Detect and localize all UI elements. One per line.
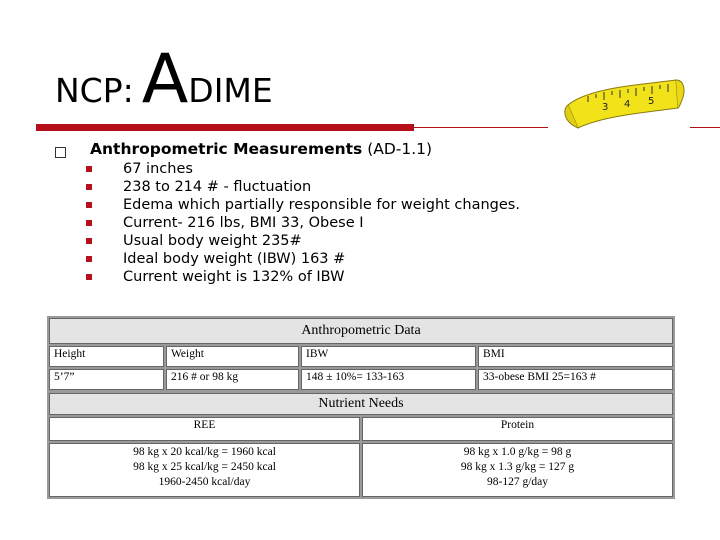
protein-cell <box>362 443 673 497</box>
table-header-row <box>49 417 673 441</box>
ree-line: 98 kg x 25 kcal/kg = 2450 kcal <box>133 461 276 473</box>
list-item-text: 238 to 214 # - fluctuation <box>123 179 312 195</box>
table-header-cell: IBW <box>301 346 476 367</box>
title-rest: DIME <box>188 71 273 110</box>
section-heading-bold: Anthropometric Measurements <box>90 140 363 158</box>
table-header-cell: Weight <box>166 346 299 367</box>
ree-cell <box>49 443 360 497</box>
list-item-text: Current- 216 lbs, BMI 33, Obese I <box>123 215 364 231</box>
table-cell: 216 # or 98 kg <box>166 369 299 390</box>
anthropometric-data-table <box>47 316 675 392</box>
nutrient-needs-table <box>47 391 675 499</box>
list-item-text: Edema which partially responsible for weight changes. <box>123 197 520 213</box>
table-caption: Anthropometric Data <box>49 318 673 344</box>
list-item-text: Usual body weight 235# <box>123 233 302 249</box>
list-item <box>86 160 520 178</box>
table-header-cell: Height <box>49 346 164 367</box>
protein-line: 98-127 g/day <box>486 476 548 488</box>
square-bullet-icon <box>86 184 92 190</box>
list-item-text: Current weight is 132% of IBW <box>123 269 345 285</box>
list-item <box>86 250 520 268</box>
tape-number: 4 <box>624 99 631 110</box>
table-cell: 5’7” <box>49 369 164 390</box>
tape-number: 5 <box>648 96 655 107</box>
square-bullet-icon <box>86 256 92 262</box>
ree-line: 98 kg x 20 kcal/kg = 1960 kcal <box>133 446 276 458</box>
table-caption: Nutrient Needs <box>49 393 673 415</box>
list-item-text: Ideal body weight (IBW) 163 # <box>123 251 346 267</box>
title-prefix: NCP: <box>55 71 134 110</box>
list-item <box>86 178 520 196</box>
protein-line: 98 kg x 1.0 g/kg = 98 g <box>463 446 572 458</box>
table-header-cell: Protein <box>362 417 673 441</box>
list-item <box>86 196 520 214</box>
protein-line: 98 kg x 1.3 g/kg = 127 g <box>460 461 575 473</box>
square-bullet-icon <box>86 202 92 208</box>
ree-line: 1960-2450 kcal/day <box>158 476 251 488</box>
list-item <box>86 214 520 232</box>
table-cell: 33-obese BMI 25=163 # <box>478 369 673 390</box>
hollow-square-bullet-icon <box>55 147 66 158</box>
measuring-tape-image <box>548 30 690 150</box>
list-item <box>86 232 520 250</box>
list-item <box>86 268 520 286</box>
title-big-letter: A <box>141 40 189 119</box>
square-bullet-icon <box>86 238 92 244</box>
section-heading <box>90 140 432 158</box>
table-header-cell: BMI <box>478 346 673 367</box>
square-bullet-icon <box>86 274 92 280</box>
list-item-text: 67 inches <box>123 161 193 177</box>
square-bullet-icon <box>86 220 92 226</box>
table-header-row <box>49 346 673 367</box>
table-row <box>49 369 673 390</box>
page-title <box>55 40 273 119</box>
tape-number: 3 <box>602 102 609 113</box>
square-bullet-icon <box>86 166 92 172</box>
title-underline-bar <box>36 124 414 131</box>
table-row <box>49 443 673 497</box>
measurement-list <box>86 160 520 286</box>
section-heading-code: (AD-1.1) <box>362 140 433 158</box>
table-cell: 148 ± 10%= 133-163 <box>301 369 476 390</box>
table-header-cell: REE <box>49 417 360 441</box>
